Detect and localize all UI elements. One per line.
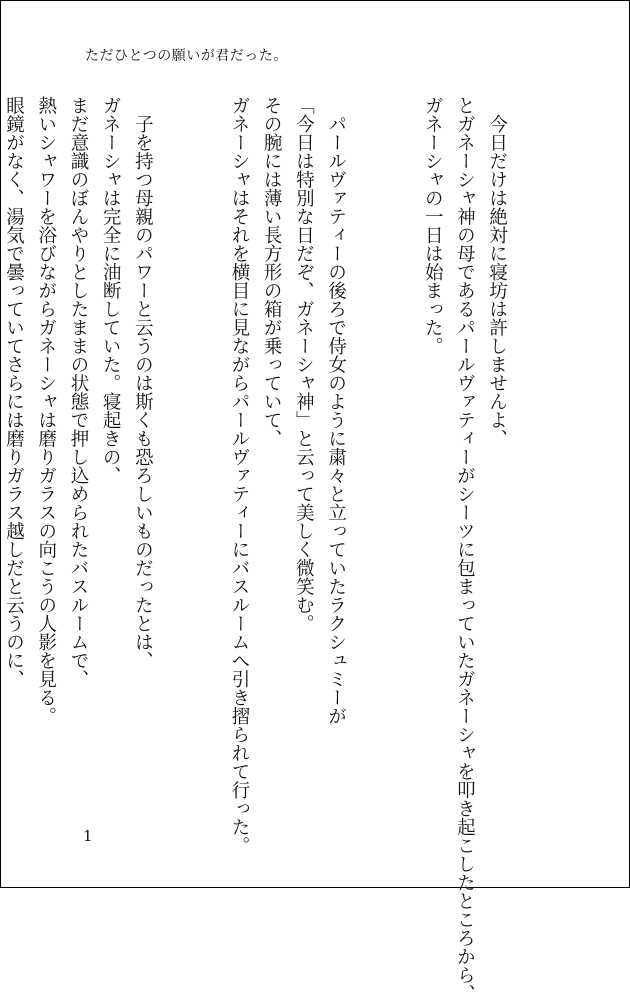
paragraph: 今日だけは絶対に寝坊は許しませんよ、とガネーシャ神の母であるパールヴァティーがシーツに包まっていたガネーシャを叩き起こしたところから、ガネーシャの一日は始まった。 [422,96,508,1003]
paragraph: パールヴァティーの後ろで侍女のように粛々と立っていたラクシュミーが「今日は特別な日だぞ、ガネーシャ神」と云って美しく微笑む。その腕には薄い長方形の箱が乗っていて、ガネーシャはそれを横目に見ながらパールヴァティーにバスルームへ引き摺られて行った。 [228,96,347,855]
page-number: 1 [83,827,93,845]
paragraph: 子を持つ母親のパワーと云うのは斯くも恐ろしいものだったとは、ガネーシャは完全に油断していた。寝起きの、まだ意識のぼんやりとしたままの状態で押し込められたバスルームで、熱いシャワーを浴びながらガネーシャは磨りガラスの向こうの人影を見る。眼鏡がなく、湯気で曇っていてさらには磨りガラス越しだと云うのに、 [3,96,154,725]
running-title: ただひとつの願いが君だった。 [85,48,288,64]
body-text [0,96,577,1003]
